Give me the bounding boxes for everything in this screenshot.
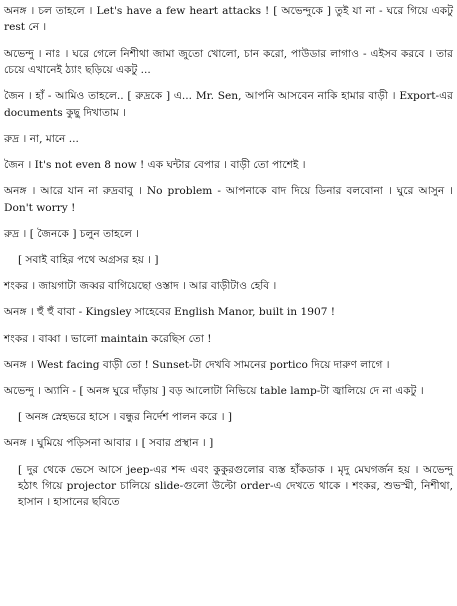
dialogue-line: জৈন । It's not even 8 now ! এক ঘন্টার বেপার । বাড়ী তো পাশেই । bbox=[4, 159, 306, 172]
dialogue-line: অনঙ্গ । West facing বাড়ী তো ! Sunset-টা দেখবি সামনের portico দিয়ে দারুণ লাগে । bbox=[4, 358, 390, 371]
dialogue-line: রুদ্র । [ জৈনকে ] চলুন তাহলে । bbox=[4, 227, 140, 240]
stage-direction: [ অনঙ্গ স্নেহভরে হাসে । বন্ধুর নির্দেশ পালন করে । ] bbox=[18, 411, 233, 424]
dialogue-line: অভেন্দু । অ্যানি - [ অনঙ্গ ঘুরে দাঁড়ায় ] বড় আলোটা নিভিয়ে table lamp-টা জ্বালিয়ে দে না একটু । bbox=[4, 385, 424, 398]
dialogue-line: অনঙ্গ । ঘুমিয়ে পড়িসনা আবার । [ সবার প্রস্থান । ] bbox=[4, 437, 214, 450]
dialogue-line: অনঙ্গ । আরে যান না রুদ্রবাবু । No problem - আপনাকে বাদ দিয়ে ডিনার বলবোনা । ঘুরে আসুন । Don't worry ! bbox=[4, 185, 453, 214]
dialogue-line: শংকর । বাব্বা । ভালো maintain করেছিস তো ! bbox=[4, 332, 212, 345]
dialogue-line: জৈন । হাঁ - আমিও তাহলে.. [ রুদ্রকে ] এ... Mr. Sen, আপনি আসবেন নাকি হামার বাড়ী । Export-এর documents কুছু দিখাতাম । bbox=[4, 90, 453, 119]
dialogue-line: অনঙ্গ । হুঁ হুঁ বাবা - Kingsley সাহেবের English Manor, built in 1907 ! bbox=[4, 306, 336, 319]
stage-direction: [ সবাই বাহির পথে অগ্রসর হয় । ] bbox=[18, 254, 159, 267]
dialogue-line: অনঙ্গ । চল তাহলে । Let's have a few heart attacks ! [ অভেন্দুকে ] তুই যা না - ঘরে গিয়ে একটু rest নে । bbox=[4, 5, 453, 34]
dialogue-line: রুদ্র । না, মানে ... bbox=[4, 132, 79, 145]
dialogue-line: শংকর । জায়গাটা জব্বর বাগিয়েছো ওস্তাদ । আর বাড়ীটাও হেবি । bbox=[4, 280, 277, 293]
stage-direction: [ দুর থেকে ভেসে আসে jeep-এর শব্দ এবং কুকুরগুলোর ব্যস্ত হাঁকডাক । মৃদু মেঘগর্জন হয় । অভেন্দু হঠাৎ গিয়ে projector চালিয়ে slide-গুলো উল্টো order-এ দেখতে থাকে । শংকর, শুভস্মী, নিশীথা, হাসান । হাসানের ছবিতে bbox=[18, 463, 453, 509]
dialogue-line: অভেন্দু । নাঃ । ঘরে গেলে নিশীথা জামা জুতো খোলো, চান করো, পাউডার লাগাও - এইসব করবে । তার চেয়ে এখানেই ঠ্যাং ছড়িয়ে একটু ... bbox=[4, 47, 453, 77]
